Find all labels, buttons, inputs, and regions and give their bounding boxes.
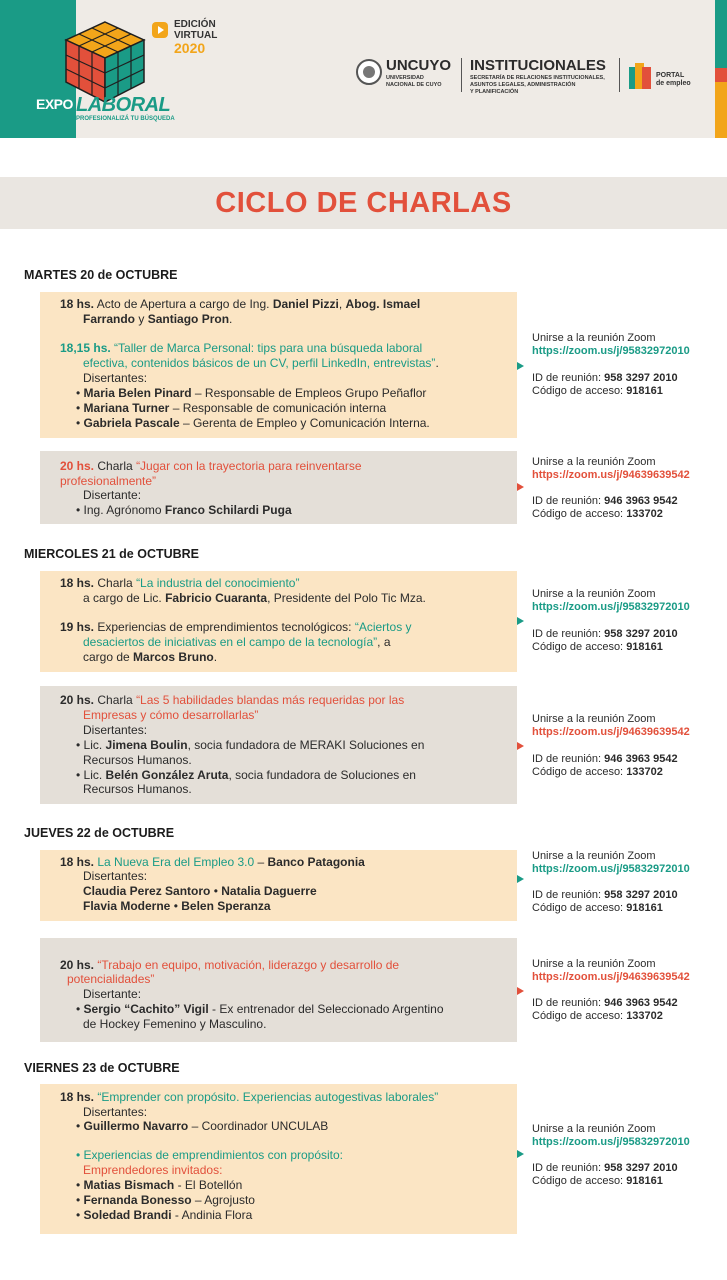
event-card <box>40 451 517 524</box>
text-run: Disertante: <box>83 488 142 502</box>
text-run: • <box>76 386 84 400</box>
text-run: Empresas y cómo desarrollarlas” <box>83 708 259 722</box>
text-run: Acto de Apertura a cargo de Ing. <box>94 297 273 311</box>
arrow-right-icon <box>517 1150 524 1158</box>
text-run: Gabriela Pascale <box>83 416 180 430</box>
zoom-id-label: ID de reunión: <box>532 753 602 765</box>
zoom-join-label: Unirse a la reunión Zoom <box>532 1123 656 1135</box>
text-run: profesionalmente” <box>60 474 157 488</box>
zoom-join-label: Unirse a la reunión Zoom <box>532 588 656 600</box>
logo-laboral-text: LABORAL <box>76 94 171 116</box>
text-run: , <box>338 297 346 311</box>
zoom-code-label: Código de acceso: <box>532 1175 624 1187</box>
day-heading: JUEVES 22 de OCTUBRE <box>24 826 175 840</box>
text-run: 20 hs. <box>60 693 95 707</box>
arrow-right-icon <box>517 987 524 995</box>
uncuyo-sub-1: UNIVERSIDAD <box>386 75 424 81</box>
text-run: • Experiencias de emprendimientos con propósito: <box>76 1148 344 1162</box>
zoom-code-value: 918161 <box>626 385 663 397</box>
event-card <box>40 292 517 438</box>
zoom-access-code <box>532 508 663 521</box>
text-run: Santiago Pron <box>147 312 230 326</box>
text-run: : tips para una búsqueda laboral <box>250 341 423 355</box>
text-run: • <box>76 401 84 415</box>
header-divider <box>461 58 462 92</box>
zoom-join-label: Unirse a la reunión Zoom <box>532 713 656 725</box>
text-run: • Lic. <box>76 768 106 782</box>
zoom-link[interactable]: https://zoom.us/j/95832972010 <box>532 863 690 875</box>
zoom-join-label: Unirse a la reunión Zoom <box>532 332 656 344</box>
text-run: Marcos Bruno <box>133 650 214 664</box>
zoom-join-label: Unirse a la reunión Zoom <box>532 456 656 468</box>
zoom-id-label: ID de reunión: <box>532 372 602 384</box>
logo-tagline: PROFESIONALIZÁ TU BÚSQUEDA <box>76 116 175 122</box>
edition-year: 2020 <box>174 40 206 56</box>
zoom-id-value: 946 3963 9542 <box>604 495 678 507</box>
text-run: – Agrojusto <box>191 1193 255 1207</box>
zoom-id-label: ID de reunión: <box>532 628 602 640</box>
zoom-id-label: ID de reunión: <box>532 889 602 901</box>
play-icon <box>152 22 168 38</box>
event-line <box>83 753 192 768</box>
text-run: Mariana Turner <box>83 401 170 415</box>
text-run: • <box>76 1178 84 1192</box>
zoom-meeting-id <box>532 372 678 385</box>
text-run: Flavia Moderne <box>83 899 171 913</box>
zoom-code-value: 918161 <box>626 641 663 653</box>
event-line <box>67 972 154 987</box>
text-run: potencialidades” <box>67 972 155 986</box>
zoom-link[interactable]: https://zoom.us/j/95832972010 <box>532 1136 690 1148</box>
event-line <box>83 1017 266 1032</box>
event-line <box>76 503 292 518</box>
event-line <box>83 591 426 606</box>
text-run: desaciertos de iniciativas en el campo de la tecnología” <box>83 635 378 649</box>
text-run: • Lic. <box>76 738 106 752</box>
zoom-access-code <box>532 766 663 779</box>
text-run: Soledad Brandi <box>83 1208 172 1222</box>
zoom-meeting-id <box>532 495 678 508</box>
day-heading: MIERCOLES 21 de OCTUBRE <box>24 547 200 561</box>
event-card <box>40 850 517 921</box>
event-line <box>83 635 391 650</box>
uncuyo-seal-icon <box>356 59 382 85</box>
event-line <box>83 708 258 723</box>
text-run: . <box>435 356 439 370</box>
event-line <box>76 738 424 753</box>
zoom-code-label: Código de acceso: <box>532 641 624 653</box>
event-line <box>83 987 141 1002</box>
portal-line-1: PORTAL <box>656 72 685 79</box>
text-run: Belén González Aruta <box>105 768 229 782</box>
event-card <box>40 686 517 804</box>
text-run: Disertantes: <box>83 869 148 883</box>
zoom-id-value: 958 3297 2010 <box>604 1162 678 1174</box>
event-line <box>60 474 156 489</box>
text-run: “La industria del conocimiento” <box>136 576 300 590</box>
event-line <box>76 401 386 416</box>
text-run: 18,15 hs. <box>60 341 111 355</box>
event-line <box>76 1148 343 1163</box>
zoom-id-value: 958 3297 2010 <box>604 372 678 384</box>
text-run: • <box>76 1119 84 1133</box>
arrow-right-icon <box>517 875 524 883</box>
text-run: Natalia Daguerre <box>221 884 317 898</box>
header-strip-teal <box>715 0 727 68</box>
text-run: 20 hs. <box>60 459 95 473</box>
zoom-meeting-id <box>532 1162 678 1175</box>
text-run: , socia fundadora de Soluciones en <box>228 768 416 782</box>
event-line <box>76 386 426 401</box>
event-line <box>76 1119 328 1134</box>
zoom-link[interactable]: https://zoom.us/j/94639639542 <box>532 726 690 738</box>
event-line <box>76 1193 255 1208</box>
event-card <box>40 1084 517 1234</box>
zoom-code-value: 918161 <box>626 902 663 914</box>
day-heading: VIERNES 23 de OCTUBRE <box>24 1061 180 1075</box>
event-line <box>76 1208 252 1223</box>
zoom-id-label: ID de reunión: <box>532 1162 602 1174</box>
institucionales-line-2: ASUNTOS LEGALES, ADMINISTRACIÓN <box>470 82 576 88</box>
event-line <box>76 1002 444 1017</box>
text-run: y <box>135 312 148 326</box>
zoom-link[interactable]: https://zoom.us/j/94639639542 <box>532 469 690 481</box>
event-line <box>83 899 271 914</box>
text-run: . <box>213 650 218 664</box>
event-line <box>83 356 439 371</box>
event-line <box>60 693 404 708</box>
text-run: Disertante: <box>83 987 142 1001</box>
text-run: – Responsable de Empleos Grupo Peñaflor <box>191 386 427 400</box>
text-run: Charla <box>94 693 137 707</box>
uncuyo-name: UNCUYO <box>386 57 452 74</box>
arrow-right-icon <box>517 617 524 625</box>
event-line <box>60 297 420 312</box>
text-run: Emprendedores invitados: <box>83 1163 223 1177</box>
text-run: Experiencias de emprendimientos tecnológicos: <box>94 620 355 634</box>
zoom-code-label: Código de acceso: <box>532 385 624 397</box>
zoom-link[interactable]: https://zoom.us/j/94639639542 <box>532 971 690 983</box>
text-run: , a <box>377 635 391 649</box>
portal-line-2: de empleo <box>656 80 691 87</box>
event-line <box>83 371 147 386</box>
text-run: • <box>76 1193 84 1207</box>
logo-expo-text: EXPO <box>36 96 73 112</box>
zoom-meeting-id <box>532 628 678 641</box>
text-run: – Gerenta de Empleo y Comunicación Interna. <box>179 416 430 430</box>
text-run: 18 hs. <box>60 855 95 869</box>
text-run: 18 hs. <box>60 297 95 311</box>
text-run: a cargo de Lic. <box>83 591 166 605</box>
page-title: CICLO DE CHARLAS <box>215 187 512 219</box>
text-run: La Nueva Era del Empleo 3.0 <box>94 855 255 869</box>
event-card <box>40 938 517 1042</box>
text-run: Claudia Perez Santoro <box>83 884 211 898</box>
zoom-code-value: 133702 <box>626 508 663 520</box>
text-run: “Emprender con propósito. Experiencias autogestivas laborales” <box>94 1090 439 1104</box>
zoom-join-label: Unirse a la reunión Zoom <box>532 850 656 862</box>
event-line <box>60 459 362 474</box>
text-run: “Trabajo en equipo, motivación, liderazgo y desarrollo de <box>94 958 400 972</box>
text-run: cargo de <box>83 650 134 664</box>
text-run: Franco Schilardi Puga <box>164 503 292 517</box>
text-run: Banco Patagonia <box>267 855 365 869</box>
text-run: • <box>170 899 182 913</box>
text-run: Disertantes: <box>83 371 148 385</box>
text-run: Recursos Humanos. <box>83 753 192 767</box>
zoom-meeting-id <box>532 997 678 1010</box>
zoom-id-value: 958 3297 2010 <box>604 889 678 901</box>
zoom-id-value: 958 3297 2010 <box>604 628 678 640</box>
event-line <box>76 768 416 783</box>
text-run: , Presidente del Polo Tic Mza. <box>267 591 426 605</box>
header-strip-orange <box>715 82 727 138</box>
text-run: – Coordinador UNCULAB <box>188 1119 329 1133</box>
header-divider <box>619 58 620 92</box>
event-line <box>60 620 412 635</box>
text-run: - Andinia Flora <box>171 1208 253 1222</box>
text-run: Belen Speranza <box>181 899 271 913</box>
zoom-id-label: ID de reunión: <box>532 997 602 1009</box>
text-run: Jimena Boulin <box>105 738 188 752</box>
event-card <box>40 571 517 672</box>
event-line <box>83 723 147 738</box>
event-line <box>76 416 430 431</box>
text-run: 18 hs. <box>60 1090 95 1104</box>
text-run: Fabricio Cuaranta <box>165 591 268 605</box>
zoom-access-code <box>532 385 663 398</box>
text-run: 20 hs. <box>60 958 95 972</box>
text-run: de Hockey Femenino y Masculino. <box>83 1017 267 1031</box>
text-run: , socia fundadora de MERAKI Soluciones en <box>187 738 425 752</box>
text-run: “Aciertos y <box>354 620 412 634</box>
zoom-code-label: Código de acceso: <box>532 508 624 520</box>
institucionales-line-3: Y PLANIFICACIÓN <box>470 89 519 95</box>
uncuyo-sub-2: NACIONAL DE CUYO <box>386 82 442 88</box>
event-line <box>60 1090 438 1105</box>
text-run: Daniel Pizzi <box>272 297 339 311</box>
event-line <box>60 576 299 591</box>
event-line <box>83 312 232 327</box>
event-line <box>83 650 217 665</box>
event-line <box>60 958 399 973</box>
title-banner <box>0 177 727 229</box>
text-run: Matias Bismach <box>83 1178 175 1192</box>
text-run: Farrando <box>83 312 136 326</box>
text-run: Sergio “Cachito” Vigil <box>83 1002 209 1016</box>
text-run: 19 hs. <box>60 620 95 634</box>
institucionales-title: INSTITUCIONALES <box>470 57 606 74</box>
text-run: “Jugar con la trayectoria para reinventarse <box>136 459 362 473</box>
text-run: • <box>76 1208 84 1222</box>
event-line <box>83 869 147 884</box>
event-line <box>60 341 422 356</box>
zoom-access-code <box>532 1010 663 1023</box>
text-run: “Taller de Marca Personal <box>110 341 251 355</box>
text-run: Guillermo Navarro <box>83 1119 189 1133</box>
event-line <box>83 782 192 797</box>
institucionales-line-1: SECRETARÍA DE RELACIONES INSTITUCIONALES, <box>470 75 605 81</box>
zoom-code-label: Código de acceso: <box>532 766 624 778</box>
text-run: - El Botellón <box>174 1178 243 1192</box>
event-line <box>60 855 365 870</box>
arrow-right-icon <box>517 483 524 491</box>
text-run: Disertantes: <box>83 1105 148 1119</box>
edition-line-2: VIRTUAL <box>174 30 218 41</box>
zoom-access-code <box>532 1175 663 1188</box>
header <box>0 0 727 138</box>
text-run: . <box>229 312 233 326</box>
text-run: Disertantes: <box>83 723 148 737</box>
zoom-meeting-id <box>532 889 678 902</box>
event-line <box>83 1105 147 1120</box>
text-run: • <box>76 416 84 430</box>
portal-door-icon <box>629 61 651 91</box>
text-run: Fernanda Bonesso <box>83 1193 192 1207</box>
zoom-meeting-id <box>532 753 678 766</box>
rubik-cube-icon <box>62 18 148 104</box>
text-run: – Responsable de comunicación interna <box>169 401 387 415</box>
text-run: • <box>210 884 222 898</box>
event-line <box>83 1163 222 1178</box>
text-run: - Ex entrenador del Seleccionado Argentino <box>208 1002 444 1016</box>
zoom-code-label: Código de acceso: <box>532 1010 624 1022</box>
text-run: 18 hs. <box>60 576 95 590</box>
text-run: efectiva, contenidos básicos de un CV, perfil LinkedIn, entrevistas” <box>83 356 436 370</box>
text-run: “Las 5 habilidades blandas más requeridas por las <box>136 693 405 707</box>
zoom-access-code <box>532 641 663 654</box>
text-run: • <box>76 1002 84 1016</box>
zoom-access-code <box>532 902 663 915</box>
zoom-link[interactable]: https://zoom.us/j/95832972010 <box>532 345 690 357</box>
zoom-link[interactable]: https://zoom.us/j/95832972010 <box>532 601 690 613</box>
zoom-join-label: Unirse a la reunión Zoom <box>532 958 656 970</box>
zoom-code-value: 133702 <box>626 766 663 778</box>
header-strip-red <box>715 68 727 82</box>
arrow-right-icon <box>517 362 524 370</box>
edition-line-1: EDICIÓN <box>174 19 216 30</box>
zoom-id-value: 946 3963 9542 <box>604 753 678 765</box>
text-run: • Ing. Agrónomo <box>76 503 165 517</box>
text-run: Recursos Humanos. <box>83 782 192 796</box>
zoom-id-label: ID de reunión: <box>532 495 602 507</box>
event-line <box>83 488 141 503</box>
zoom-id-value: 946 3963 9542 <box>604 997 678 1009</box>
text-run: Charla <box>94 459 137 473</box>
text-run: Charla <box>94 576 137 590</box>
text-run: Maria Belen Pinard <box>83 386 192 400</box>
event-line <box>83 884 317 899</box>
day-heading: MARTES 20 de OCTUBRE <box>24 268 178 282</box>
event-line <box>76 1178 242 1193</box>
arrow-right-icon <box>517 742 524 750</box>
zoom-code-value: 918161 <box>626 1175 663 1187</box>
zoom-code-value: 133702 <box>626 1010 663 1022</box>
zoom-code-label: Código de acceso: <box>532 902 624 914</box>
text-run: Abog. Ismael <box>345 297 421 311</box>
text-run: – <box>254 855 268 869</box>
